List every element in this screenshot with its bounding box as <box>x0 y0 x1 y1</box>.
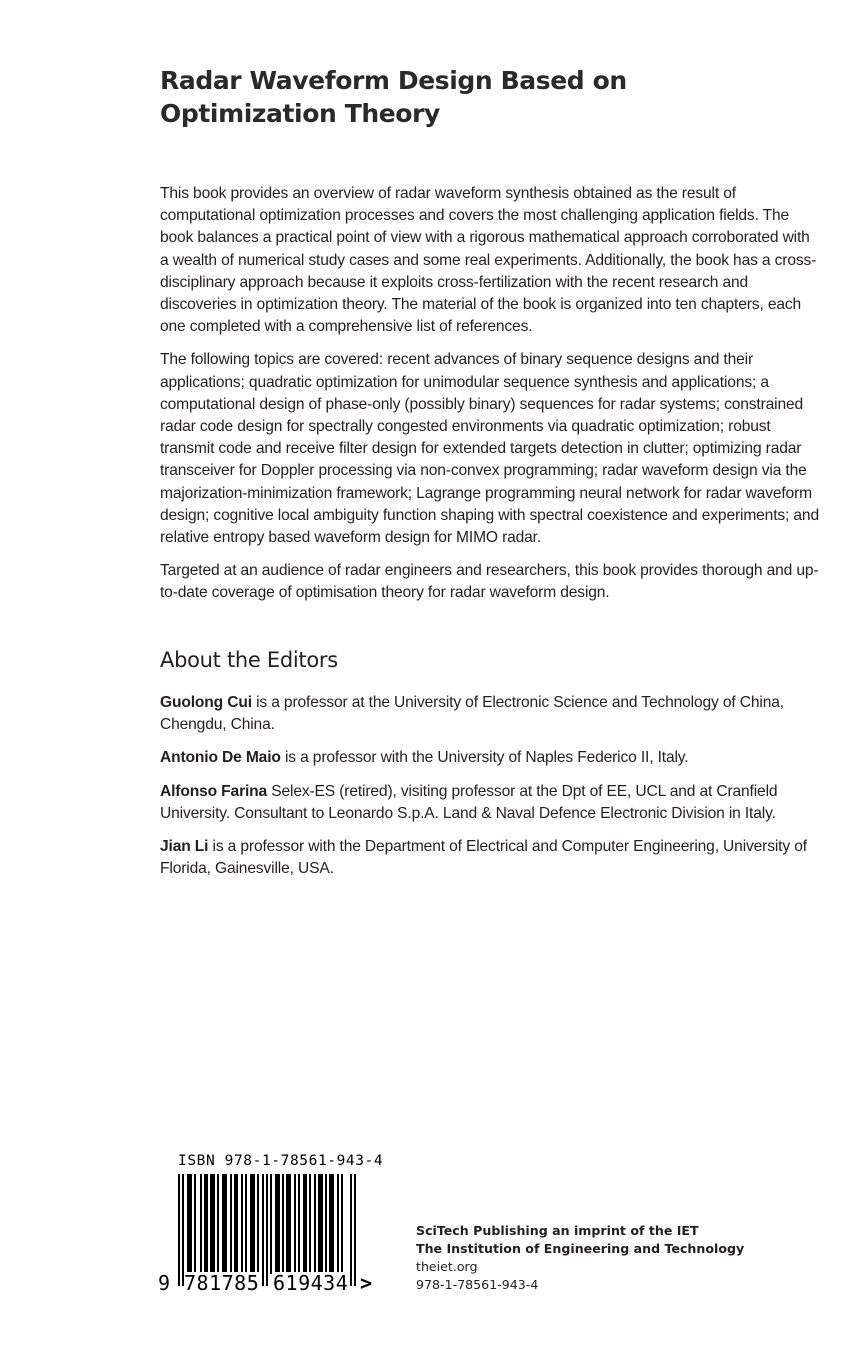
book-title <box>160 64 760 130</box>
description-paragraph: The following topics are covered: recent advances of binary sequence designs and their applications; quadratic optimization for unimodular sequence synthesis and applications; a computational design of phase-only (possibly binary) sequences for radar systems; constrained radar code design for spectrally congested environments via quadratic optimization; robust transmit code and receive filter design for extended targets detection in clutter; optimizing radar transceiver for Doppler processing via non-convex programming; radar waveform design via the majorization-minimization framework; Lagrange programming neural network for radar waveform design; cognitive local ambiguity function shaping with spectral coexistence and experiments; and relative entropy based waveform design for MIMO radar. <box>160 351 819 547</box>
editor-name: Antonio De Maio <box>160 749 281 767</box>
editor-entry <box>160 836 820 880</box>
editor-entry <box>160 692 820 736</box>
publisher-isbn: 978-1-78561-943-4 <box>416 1277 539 1292</box>
editor-entry <box>160 747 820 769</box>
barcode-digit-first: 9 <box>158 1271 171 1295</box>
editor-name: Guolong Cui <box>160 694 252 711</box>
title-line-1: Radar Waveform Design Based on <box>160 66 627 95</box>
barcode-arrow-icon: > <box>360 1271 373 1295</box>
publisher-website[interactable]: theiet.org <box>416 1259 478 1274</box>
title-line-2: Optimization Theory <box>160 99 440 128</box>
isbn-label: ISBN 978-1-78561-943-4 <box>178 1153 384 1169</box>
book-description <box>160 183 820 616</box>
editors-list <box>160 692 820 891</box>
publisher-block <box>416 1222 744 1294</box>
editor-bio: is a professor with the University of Naples Federico II, Italy. <box>280 749 689 767</box>
description-paragraph: This book provides an overview of radar waveform synthesis obtained as the result of computational optimization processes and covers the most challenging application fields. The book balances a practical point of view with a rigorous mathematical approach corroborated with a wealth of numerical study cases and some real experiments. Additionally, the book has a cross-disciplinary approach because it exploits cross-fertilization with the recent research and discoveries in optimization theory. The material of the book is organized into ten chapters, each one completed with a comprehensive list of references. <box>160 185 817 336</box>
editor-entry <box>160 781 820 825</box>
publisher-institution: The Institution of Engineering and Technology <box>416 1241 745 1256</box>
editor-name: Alfonso Farina <box>160 782 268 800</box>
publisher-imprint: SciTech Publishing an imprint of the IET <box>416 1223 699 1238</box>
description-paragraph: Targeted at an audience of radar engineers and researchers, this book provides thorough and up-to-date coverage of optimisation theory for radar waveform design. <box>160 562 819 602</box>
editor-name: Jian Li <box>160 838 209 856</box>
about-editors-heading: About the Editors <box>160 648 338 672</box>
editor-bio: is a professor at the University of Electronic Science and Technology of China, Chengdu, China. <box>160 694 784 734</box>
editor-bio: is a professor with the Department of Electrical and Computer Engineering, University of Florida, Gainesville, USA. <box>160 838 807 878</box>
barcode-digits-left: 781785 <box>184 1271 260 1295</box>
barcode-digits-right: 619434 <box>273 1271 349 1295</box>
barcode-icon <box>178 1174 356 1286</box>
editor-bio: Selex-ES (retired), visiting professor at the Dpt of EE, UCL and at Cranfield University. Consultant to Leonardo S.p.A. Land & Naval Defence Electronic Division in Italy. <box>160 782 778 822</box>
